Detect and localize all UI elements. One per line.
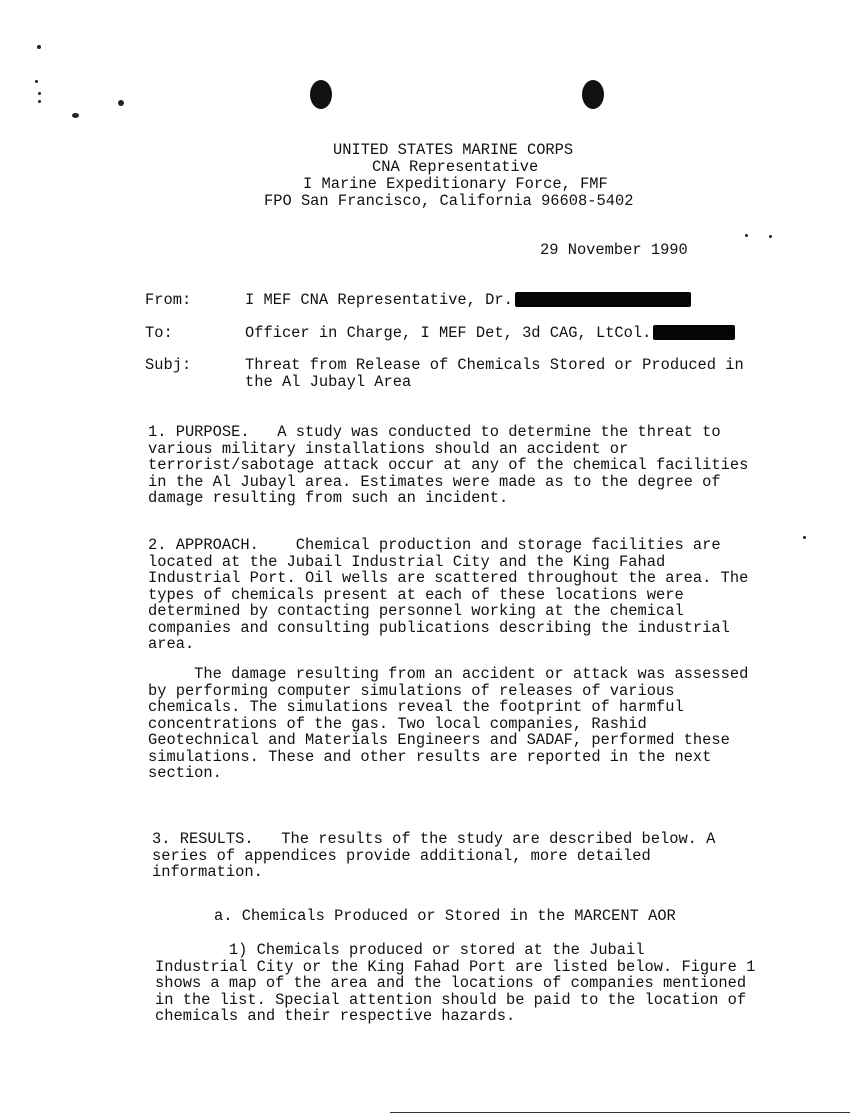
scan-speck [37, 45, 41, 49]
scan-speck [38, 100, 41, 103]
letterhead-line-4: FPO San Francisco, California 96608-5402 [264, 192, 634, 210]
text-line: determined by contacting personnel working at the chemical [148, 602, 684, 620]
text-line: in the Al Jubayl area. Estimates were made as to the degree of [148, 472, 721, 491]
punch-hole-left [310, 80, 332, 109]
text-line: 1. PURPOSE. A study was conducted to determine the threat to [148, 423, 721, 441]
purpose-paragraph [148, 424, 748, 507]
letterhead-line-3: I Marine Expeditionary Force, FMF [303, 175, 608, 193]
text-line: damage resulting from such an incident. [148, 489, 509, 507]
scan-speck [769, 235, 772, 238]
text-line: by performing computer simulations of releases of various [148, 681, 675, 700]
text-line: various military installations should an accident or [148, 439, 629, 458]
redaction-bar [515, 292, 691, 307]
redaction-bar [653, 325, 735, 340]
text-line: chemicals and their respective hazards. [155, 1007, 516, 1025]
scan-speck [803, 536, 806, 539]
text-line: Industrial City or the King Fahad Port are listed below. Figure 1 [155, 957, 756, 976]
text-line: located at the Jubail Industrial City and the King Fahad [148, 552, 666, 571]
scan-speck [72, 113, 79, 118]
subj-value [245, 357, 744, 390]
from-value [245, 292, 691, 309]
scan-speck [35, 80, 38, 83]
to-text: Officer in Charge, I MEF Det, 3d CAG, LtCol. [245, 324, 652, 342]
text-line: types of chemicals present at each of these locations were [148, 585, 684, 604]
text-line: area. [148, 635, 195, 653]
text-line: Geotechnical and Materials Engineers and SADAF, performed these [148, 731, 730, 749]
text-line: information. [152, 863, 263, 881]
letterhead-line-1: UNITED STATES MARINE CORPS [333, 141, 574, 159]
from-text: I MEF CNA Representative, Dr. [245, 291, 513, 309]
text-line: Industrial Port. Oil wells are scattered throughout the area. The [148, 569, 749, 587]
subheading-chemicals: a. Chemicals Produced or Stored in the MARCENT AOR [214, 907, 676, 925]
text-line: 2. APPROACH. Chemical production and storage facilities are [148, 536, 721, 554]
footer-rule [390, 1112, 850, 1113]
text-line: companies and consulting publications describing the industrial [148, 618, 730, 637]
text-line: terrorist/sabotage attack occur at any of the chemical facilities [148, 456, 749, 474]
subj-line: the Al Jubayl Area [245, 372, 412, 391]
approach-paragraph-2 [148, 666, 748, 782]
text-line: series of appendices provide additional, more detailed [152, 846, 651, 865]
scan-speck [745, 234, 748, 237]
text-line: in the list. Special attention should be paid to the location of [155, 990, 747, 1009]
text-line: shows a map of the area and the locations of companies mentioned [155, 974, 747, 992]
text-line: 1) Chemicals produced or stored at the Jubail [155, 941, 645, 959]
punch-hole-right [582, 80, 604, 109]
subj-line: Threat from Release of Chemicals Stored or Produced in [245, 356, 744, 374]
text-line: chemicals. The simulations reveal the footprint of harmful [148, 698, 684, 716]
item-1-paragraph [155, 942, 755, 1025]
scan-speck [38, 92, 41, 95]
text-line: concentrations of the gas. Two local companies, Rashid [148, 714, 647, 733]
text-line: The damage resulting from an accident or attack was assessed [148, 665, 749, 683]
text-line: simulations. These and other results are reported in the next [148, 747, 712, 766]
results-paragraph [152, 831, 715, 881]
scan-speck [118, 100, 124, 106]
approach-paragraph [148, 537, 748, 653]
to-value [245, 325, 735, 342]
memo-date: 29 November 1990 [540, 241, 688, 259]
text-line: 3. RESULTS. The results of the study are described below. A [152, 830, 716, 848]
from-label: From: [145, 291, 192, 309]
subj-label: Subj: [145, 356, 192, 374]
to-label: To: [145, 324, 173, 342]
letterhead-line-2: CNA Representative [372, 158, 539, 176]
text-line: section. [148, 764, 222, 782]
